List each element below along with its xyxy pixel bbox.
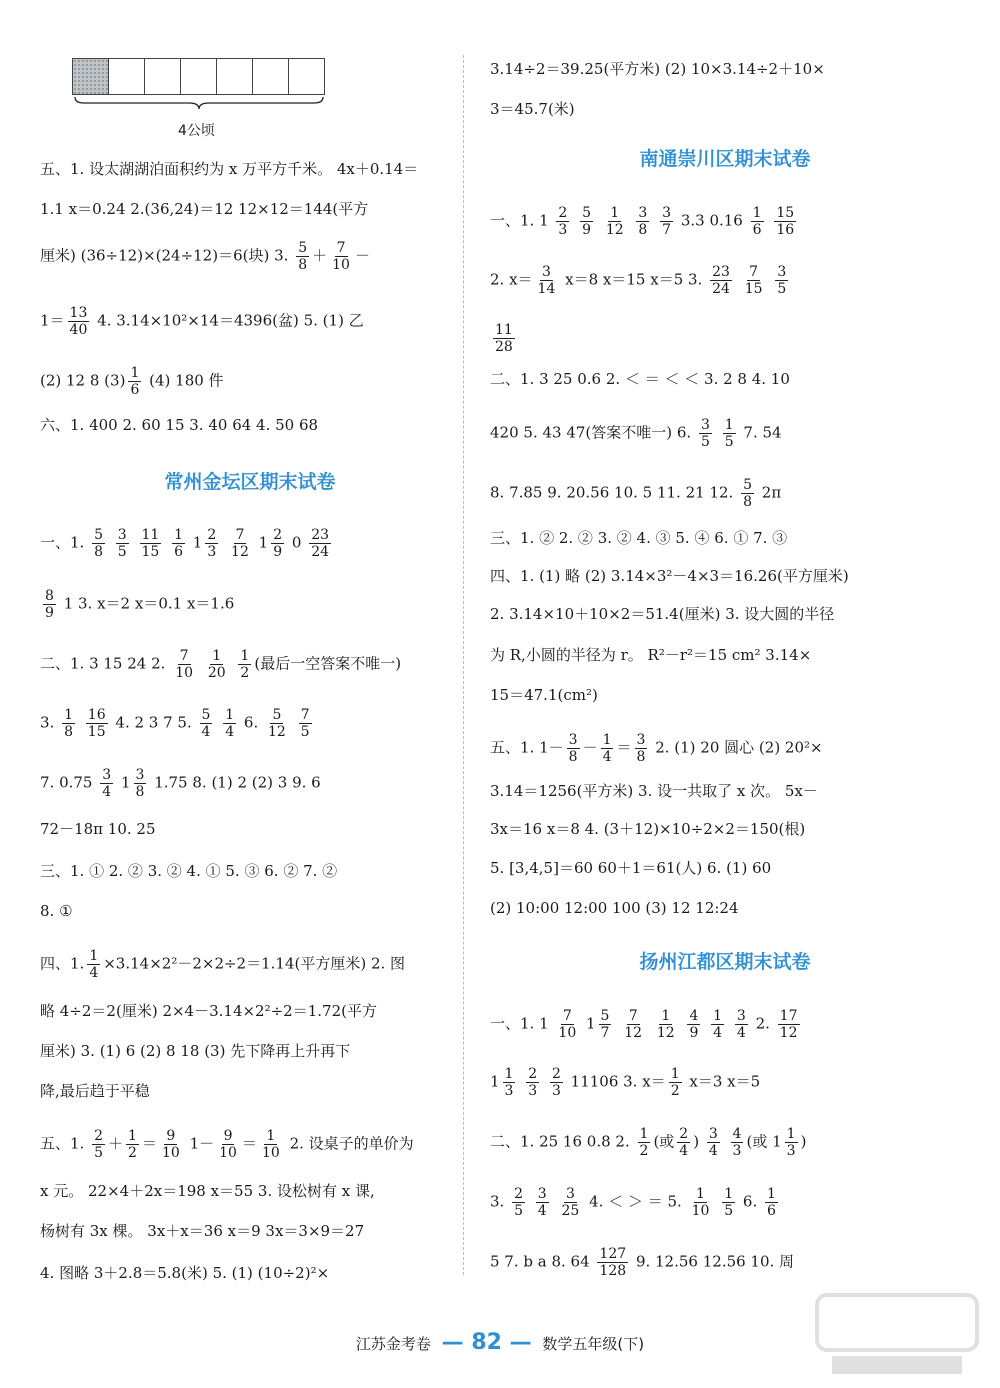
footer-subject: 数学五年级(下) — [542, 1335, 645, 1353]
answer-line: 15＝47.1(cm²) — [490, 686, 598, 704]
answer-line: (2) 10:00 12:00 100 (3) 12 12:24 — [490, 899, 739, 917]
answer-line: 3x＝16 x＝8 4. (3＋12)×10÷2×2＝150(根) — [490, 820, 806, 838]
grid-cell — [288, 58, 325, 95]
answer-line: 厘米) (36÷12)×(24÷12)＝6(块) 3. $\frac{5}{8}$ ＋ $\frac{7}{10}$ － — [40, 240, 370, 273]
answer-line: 8. ① — [40, 902, 73, 920]
answer-line: 8. 7.85 9. 20.56 10. 5 11. 21 12. $\frac{5}{8}$ 2π — [490, 477, 782, 510]
answer-line: 五、1. $\frac{2}{5}$ ＋ $\frac{1}{2}$ ＝ $\frac{9}{10}$ 1－ $\frac{9}{10}$ ＝ $\frac{1}{10}$ 2. 设桌子的单价为 — [40, 1128, 414, 1161]
answer-line: 2. 3.14×10＋10×2＝51.4(厘米) 3. 设大圆的半径 — [490, 605, 835, 623]
answer-line: 5 7. b a 8. 64 $\frac{127}{128}$ 9. 12.56 12.56 10. 周 — [490, 1246, 795, 1279]
answer-line: 7. 0.75 $\frac{3}{4}$ 1 $\frac{3}{8}$ 1.75 8. (1) 2 (2) 3 9. 6 — [40, 767, 321, 800]
answer-line: $\frac{11}{28}$ — [495, 322, 513, 355]
answer-line: 4. 图略 3＋2.8＝5.8(米) 5. (1) (10÷2)²× — [40, 1264, 330, 1282]
answer-line: 三、1. ② 2. ② 3. ② 4. ③ 5. ④ 6. ① 7. ③ — [490, 529, 788, 547]
answer-line: 1＝ $\frac{13}{40}$ 4. 3.14×10²×14＝4396(盆) 5. (1) 乙 — [40, 305, 364, 338]
answer-line: 420 5. 43 47(答案不唯一) 6. $\frac{3}{5}$ $\frac{1}{5}$ 7. 54 — [490, 417, 782, 450]
area-label: 4公顷 — [178, 123, 215, 139]
area-grid — [73, 58, 325, 95]
answer-line: 降,最后趋于平稳 — [40, 1082, 150, 1100]
answer-line: 杨树有 3x 棵。 3x＋x＝36 x＝9 3x＝3×9＝27 — [40, 1222, 365, 1240]
answer-line: 3＝45.7(米) — [490, 100, 575, 118]
answer-line: 四、1. $\frac{1}{4}$ ×3.14×2²－2×2÷2＝1.14(平方厘米) 2. 图 — [40, 948, 406, 981]
section-title: 扬州江都区期末试卷 — [639, 951, 811, 973]
answer-line: 5. [3,4,5]＝60 60＋1＝61(人) 6. (1) 60 — [490, 859, 772, 877]
page-number: — 82 — — [441, 1330, 532, 1355]
grid-cell — [144, 58, 181, 95]
grid-cell — [108, 58, 145, 95]
answer-line: 3. $\frac{2}{5}$ $\frac{3}{4}$ $\frac{3}{25}$ 4. ＜ ＞ ＝ 5. $\frac{1}{10}$ $\frac{1}{5}$ 6. $\frac{1}{6}$ — [490, 1186, 776, 1219]
answer-line: 一、1. 1 $\frac{7}{10}$ 1 $\frac{5}{7}$ $\frac{7}{12}$ $\frac{1}{12}$ $\frac{4}{9}$ $\frac{1}{4}$ $\frac{3}{4}$ 2. $\frac{17}{12}$ — [490, 1008, 798, 1041]
grid-cell-shaded — [72, 58, 109, 95]
answer-line: 二、1. 3 15 24 2. $\frac{7}{10}$ $\frac{1}{20}$ $\frac{1}{2}$ (最后一空答案不唯一) — [40, 648, 402, 681]
answer-line: 3. $\frac{1}{8}$ $\frac{16}{15}$ 4. 2 3 7 5. $\frac{5}{4}$ $\frac{1}{4}$ 6. $\frac{5}{12}$ $\frac{7}{5}$ — [40, 707, 310, 740]
section-title: 南通崇川区期末试卷 — [639, 148, 811, 170]
answer-line: 二、1. 3 25 0.6 2. ＜ ＝ ＜ ＜ 3. 2 8 4. 10 — [490, 370, 790, 388]
answer-line: 三、1. ① 2. ② 3. ② 4. ① 5. ③ 6. ② 7. ② — [40, 862, 338, 880]
answer-line: 3.14＝1256(平方米) 3. 设一共取了 x 次。 5x－ — [490, 782, 818, 800]
section-title: 常州金坛区期末试卷 — [164, 471, 336, 493]
answer-line: 2. x＝ $\frac{3}{14}$ x＝8 x＝15 x＝5 3. $\frac{23}{24}$ $\frac{7}{15}$ $\frac{3}{5}$ — [490, 264, 787, 297]
answer-line: (2) 12 8 (3) $\frac{1}{6}$ (4) 180 件 — [40, 365, 224, 398]
answer-line: 一、1. 1 $\frac{2}{3}$ $\frac{5}{9}$ $\frac{1}{12}$ $\frac{3}{8}$ $\frac{3}{7}$ 3.3 0.16 $\frac{1}{6}$ $\frac{15}{16}$ — [490, 205, 795, 238]
grid-cell — [180, 58, 217, 95]
brace-icon — [74, 96, 324, 110]
grid-cell — [216, 58, 253, 95]
answer-line: 一、1. $\frac{5}{8}$ $\frac{3}{5}$ $\frac{11}{15}$ $\frac{1}{6}$ 1 $\frac{2}{3}$ $\frac{7}{12}$ 1 $\frac{2}{9}$ 0 $\frac{23}{24}$ — [40, 527, 330, 560]
answer-line: 厘米) 3. (1) 6 (2) 8 18 (3) 先下降再上升再下 — [40, 1042, 351, 1060]
answer-line: 五、1. 设太湖湖泊面积约为 x 万平方千米。 4x＋0.14＝ — [40, 160, 419, 178]
footer-book-title: 江苏金考卷 — [355, 1335, 431, 1353]
answer-line: $\frac{8}{9}$ 1 3. x＝2 x＝0.1 x＝1.6 — [45, 588, 235, 621]
watermark-logo-icon — [812, 1290, 982, 1380]
answer-line: 为 R,小圆的半径为 r。 R²－r²＝15 cm² 3.14× — [490, 646, 812, 664]
answer-line: 1 $\frac{1}{3}$ $\frac{2}{3}$ $\frac{2}{3}$ 11106 3. x＝ $\frac{1}{2}$ x＝3 x＝5 — [490, 1066, 761, 1099]
grid-cell — [252, 58, 289, 95]
answer-line: 五、1. 1－ $\frac{3}{8}$ － $\frac{1}{4}$ ＝ $\frac{3}{8}$ 2. (1) 20 圆心 (2) 20²× — [490, 732, 823, 765]
column-divider — [463, 55, 464, 1275]
answer-line: 略 4÷2＝2(厘米) 2×4－3.14×2²÷2＝1.72(平方 — [40, 1002, 377, 1020]
answer-line: 72－18π 10. 25 — [40, 820, 156, 838]
answer-line: 二、1. 25 16 0.8 2. $\frac{1}{2}$ (或 $\frac{2}{4}$ ) $\frac{3}{4}$ $\frac{4}{3}$ (或 1 $\frac{1}{3}$ ) — [490, 1126, 807, 1159]
answer-line: 3.14÷2＝39.25(平方米) (2) 10×3.14÷2＋10× — [490, 60, 825, 78]
answer-line: 1.1 x＝0.24 2.(36,24)＝12 12×12＝144(平方 — [40, 200, 369, 218]
answer-line: 四、1. (1) 略 (2) 3.14×3²－4×3＝16.26(平方厘米) — [490, 567, 849, 585]
answer-line: x 元。 22×4＋2x＝198 x＝55 3. 设松树有 x 课, — [40, 1182, 375, 1200]
answer-line: 六、1. 400 2. 60 15 3. 40 64 4. 50 68 — [40, 416, 319, 434]
